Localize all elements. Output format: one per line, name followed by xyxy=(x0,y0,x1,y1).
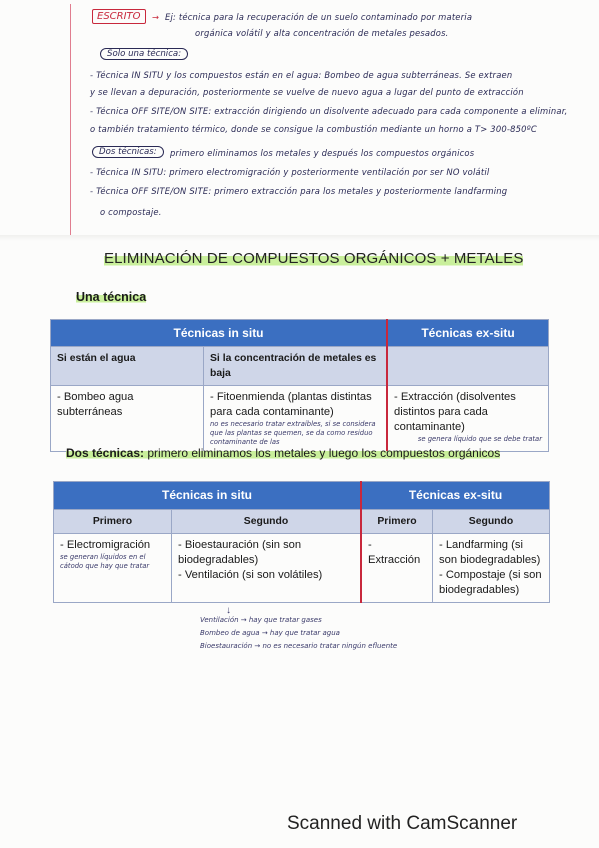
handwritten-line-1: Ej: técnica para la recuperación de un suelo contaminado por materia xyxy=(165,12,473,22)
page-fold xyxy=(0,235,599,241)
table-una-tecnica xyxy=(50,319,549,452)
cell-extraccion: - Extracción (disolventes distintos para cada contaminante) se genera líquido que se debe tratar xyxy=(387,386,549,452)
sub2-primero-in: Primero xyxy=(54,510,172,534)
handwritten-line-2: - Técnica IN SITU y los compuestos están en el agua: Bombeo de agua subterráneas. Se extraen xyxy=(90,70,513,80)
bottom-note: Ventilación → hay que tratar gases xyxy=(200,616,322,624)
solo-una-tecnica-label: Solo una técnica: xyxy=(100,48,188,60)
section2-title: Dos técnicas: primero eliminamos los metales y luego los compuestos orgánicos xyxy=(66,446,501,460)
note-fitoenmienda: no es necesario tratar extraíbles, si se considera que las plantas se quemen, se da como residuo contaminante de las xyxy=(210,420,376,446)
cell2-extraccion: - Extracción xyxy=(361,534,433,603)
section1-title: Una técnica xyxy=(76,290,147,304)
sub-empty xyxy=(387,347,549,386)
cell2-bioestauracion: - Bioestauración (sin son biodegradables) - Ventilación (si son volátiles) xyxy=(172,534,362,603)
bottom-note: Bombeo de agua → hay que tratar agua xyxy=(200,629,340,637)
bottom-notes xyxy=(200,614,397,653)
margin-line xyxy=(70,4,71,236)
arrow-down-icon: ↓ xyxy=(226,605,231,616)
escrito-label: ESCRITO xyxy=(92,9,146,24)
handwritten-line-8: - Técnica OFF SITE/ON SITE: primero extracción para los metales y posteriormente landfarming xyxy=(90,186,508,196)
header2-insitu: Técnicas in situ xyxy=(54,482,362,510)
page-title: ELIMINACIÓN DE COMPUESTOS ORGÁNICOS + METALES xyxy=(104,250,524,267)
arrow-label: → xyxy=(152,12,160,22)
cell-fitoenmienda: - Fitoenmienda (plantas distintas para cada contaminante) no es necesario tratar extraíbles, si se considera que las plantas se quemen, se da como residuo contaminante de las xyxy=(204,386,388,452)
handwritten-line-3: y se llevan a depuración, posteriormente se vuelve de nuevo agua a lugar del punto de extracción xyxy=(90,87,524,97)
cell-bombeo: - Bombeo agua subterráneas xyxy=(51,386,204,452)
sub-agua: Si están el agua xyxy=(51,347,204,386)
handwritten-line-7: - Técnica IN SITU: primero electromigración y posteriormente ventilación por ser NO volátil xyxy=(90,167,490,177)
table-dos-tecnicas xyxy=(53,481,550,603)
sub2-segundo-in: Segundo xyxy=(172,510,362,534)
handwritten-line-9: o compostaje. xyxy=(100,207,162,217)
sub2-segundo-ex: Segundo xyxy=(433,510,550,534)
header-exsitu: Técnicas ex-situ xyxy=(387,320,549,347)
cell2-electromigracion: - Electromigración se generan líquidos en el cátodo que hay que tratar xyxy=(54,534,172,603)
note-electromigracion: se generan líquidos en el cátodo que hay que tratar xyxy=(60,553,150,570)
handwritten-line-1b: orgánica volátil y alta concentración de metales pesados. xyxy=(195,28,449,38)
handwritten-line-6: primero eliminamos los metales y después los compuestos orgánicos xyxy=(170,148,475,158)
dos-tecnicas-label: Dos técnicas: xyxy=(92,146,164,158)
handwritten-line-4: - Técnica OFF SITE/ON SITE: extracción dirigiendo un disolvente adecuado para cada componente a eliminar, xyxy=(90,106,568,116)
note-extraccion: se genera líquido que se debe tratar xyxy=(417,435,542,443)
header2-exsitu: Técnicas ex-situ xyxy=(361,482,550,510)
header-insitu: Técnicas in situ xyxy=(51,320,388,347)
cell2-landfarming: - Landfarming (si son biodegradables) - Compostaje (si son biodegradables) xyxy=(433,534,550,603)
handwritten-line-5: o también tratamiento térmico, donde se consigue la combustión mediante un horno a T> 300-850ºC xyxy=(90,124,537,134)
sub2-primero-ex: Primero xyxy=(361,510,433,534)
scanner-watermark: Scanned with CamScanner xyxy=(287,813,518,834)
bottom-note: Bioestauración → no es necesario tratar ningún efluente xyxy=(200,642,398,650)
sub-metales-baja: Si la concentración de metales es baja xyxy=(204,347,388,386)
